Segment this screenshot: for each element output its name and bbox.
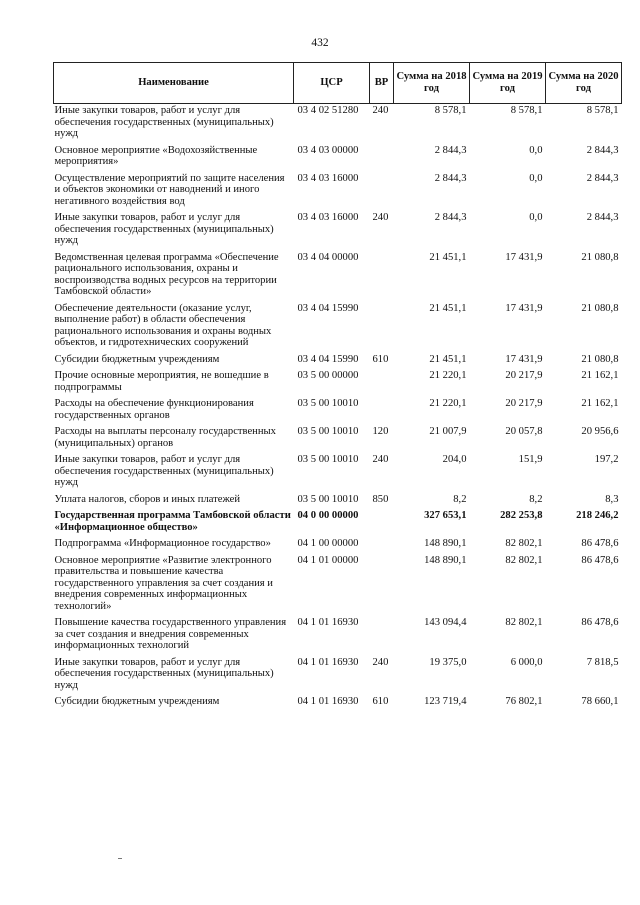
table-row: [54, 453, 622, 493]
page-number: 432: [311, 37, 329, 49]
cell-name: Ведомственная целевая программа «Обеспечение рационального использования, охраны и воспроизводства водных ресурсов на территории Тамбовской области»: [54, 251, 279, 297]
cell-csr: 04 1 01 16930: [297, 696, 359, 707]
cell-sum-2018: 123 719,4: [424, 696, 467, 707]
cell-name: Иные закупки товаров, работ и услуг для обеспечения государственных (муниципальных) нужд: [54, 105, 274, 139]
cell-sum-2018: 21 220,1: [429, 370, 467, 381]
cell-sum-2020: 8,3: [605, 493, 619, 505]
cell-vr: 850: [372, 493, 389, 505]
cell-sum-2018: 143 094,4: [424, 617, 467, 628]
table-row: [54, 554, 622, 617]
cell-sum-2018: 19 375,0: [429, 656, 467, 668]
cell-sum-2020: 21 080,8: [581, 302, 619, 314]
cell-vr: [370, 397, 394, 425]
cell-csr: 03 4 03 16000: [297, 172, 359, 184]
table-row: [54, 211, 622, 251]
cell-sum-2018: 148 890,1: [424, 554, 467, 566]
cell-name: Субсидии бюджетным учреждениям: [54, 353, 220, 365]
cell-vr: 240: [372, 212, 389, 223]
cell-sum-2018: 21 220,1: [429, 398, 467, 409]
cell-sum-2018: 8 578,1: [434, 105, 467, 116]
cell-name: Расходы на обеспечение функционирования государственных органов: [54, 398, 254, 421]
cell-sum-2019: 8 578,1: [510, 105, 543, 116]
header-sum-2020: Сумма на 2020 год: [546, 63, 622, 104]
table-header: [54, 63, 622, 104]
cell-vr: [370, 616, 394, 656]
cell-vr: [370, 509, 394, 537]
cell-vr: [370, 251, 394, 302]
cell-sum-2020: 78 660,1: [581, 696, 619, 707]
header-csr: ЦСР: [294, 63, 370, 104]
cell-sum-2019: 282 253,8: [500, 510, 543, 521]
cell-name: Иные закупки товаров, работ и услуг для обеспечения государственных (муниципальных) нужд: [54, 212, 274, 246]
cell-sum-2019: 17 431,9: [505, 353, 543, 365]
cell-vr: [370, 144, 394, 172]
cell-name: Повышение качества государственного управления за счет создания и внедрения современных информационных технологий: [54, 617, 287, 651]
cell-vr: 610: [372, 353, 389, 365]
cell-sum-2018: 327 653,1: [424, 510, 467, 521]
cell-name: Основное мероприятие «Развитие электронного правительства и повышение качества государственного управления за счет создания и внедрения современных информационных технологий»: [54, 554, 273, 612]
cell-sum-2020: 21 162,1: [581, 370, 619, 381]
cell-sum-2020: 218 246,2: [576, 510, 619, 521]
cell-csr: 03 4 03 00000: [297, 144, 359, 156]
cell-sum-2020: 21 080,8: [581, 353, 619, 365]
stray-mark: [118, 858, 122, 859]
cell-sum-2019: 20 217,9: [505, 398, 543, 409]
cell-vr: [370, 369, 394, 397]
cell-sum-2020: 2 844,3: [586, 212, 619, 223]
cell-sum-2020: 8 578,1: [586, 105, 619, 116]
header-name: Наименование: [54, 63, 294, 104]
cell-vr: 240: [372, 454, 389, 465]
cell-sum-2020: 86 478,6: [581, 554, 619, 566]
table-row: [54, 509, 622, 537]
table-row: [54, 537, 622, 554]
cell-vr: 120: [372, 426, 389, 437]
cell-sum-2020: 197,2: [594, 454, 619, 465]
cell-vr: 610: [372, 696, 389, 707]
cell-sum-2019: 82 802,1: [505, 554, 543, 566]
table-row: [54, 144, 622, 172]
cell-sum-2019: 17 431,9: [505, 302, 543, 314]
cell-csr: 03 4 03 16000: [297, 212, 359, 223]
cell-csr: 03 4 04 15990: [297, 353, 359, 365]
table-row: [54, 104, 622, 144]
cell-sum-2019: 8,2: [529, 493, 543, 505]
cell-csr: 04 1 00 00000: [297, 538, 359, 549]
cell-csr: 03 5 00 10010: [297, 454, 359, 465]
table-row: [54, 251, 622, 302]
cell-sum-2018: 2 844,3: [434, 212, 467, 223]
cell-sum-2019: 82 802,1: [505, 617, 543, 628]
cell-sum-2018: 2 844,3: [434, 172, 467, 184]
cell-name: Основное мероприятие «Водохозяйственные мероприятия»: [54, 144, 258, 167]
cell-csr: 03 5 00 10010: [297, 426, 359, 437]
cell-sum-2018: 21 007,9: [429, 426, 467, 437]
table-row: [54, 425, 622, 453]
cell-sum-2019: 151,9: [518, 454, 543, 465]
cell-name: Иные закупки товаров, работ и услуг для обеспечения государственных (муниципальных) нужд: [54, 656, 274, 691]
cell-name: Прочие основные мероприятия, не вошедшие в подпрограммы: [54, 370, 269, 393]
cell-sum-2020: 7 818,5: [586, 656, 619, 668]
header-vr: ВР: [370, 63, 394, 104]
cell-sum-2019: 0,0: [529, 172, 543, 184]
cell-vr: 240: [372, 656, 389, 668]
cell-sum-2020: 86 478,6: [581, 617, 619, 628]
cell-sum-2019: 6 000,0: [510, 656, 543, 668]
cell-sum-2018: 148 890,1: [424, 538, 467, 549]
cell-sum-2019: 20 057,8: [505, 426, 543, 437]
table-row: [54, 172, 622, 212]
cell-sum-2018: 8,2: [453, 493, 467, 505]
cell-name: Субсидии бюджетным учреждениям: [54, 696, 220, 707]
table-row: [54, 369, 622, 397]
table-row: [54, 397, 622, 425]
cell-csr: 03 5 00 10010: [297, 398, 359, 409]
cell-name: Иные закупки товаров, работ и услуг для обеспечения государственных (муниципальных) нужд: [54, 454, 274, 488]
table-row: [54, 353, 622, 370]
cell-vr: [370, 554, 394, 617]
cell-name: Осуществление мероприятий по защите населения и объектов экономики от наводнений и иного негативного воздействия вод: [54, 172, 285, 207]
cell-csr: 03 5 00 10010: [297, 493, 359, 505]
cell-csr: 04 1 01 00000: [297, 554, 359, 566]
cell-csr: 03 4 04 15990: [297, 302, 359, 314]
table-row: [54, 656, 622, 696]
table-row: [54, 302, 622, 353]
table-row: [54, 616, 622, 656]
cell-vr: [370, 172, 394, 212]
cell-sum-2020: 21 080,8: [581, 251, 619, 263]
cell-sum-2019: 0,0: [529, 144, 543, 156]
cell-vr: 240: [372, 105, 389, 116]
budget-table: [53, 62, 622, 712]
cell-sum-2020: 86 478,6: [581, 538, 619, 549]
cell-sum-2019: 82 802,1: [505, 538, 543, 549]
cell-name: Государственная программа Тамбовской области «Информационное общество»: [54, 510, 291, 533]
cell-vr: [370, 302, 394, 353]
cell-csr: 04 1 01 16930: [297, 656, 359, 668]
cell-sum-2020: 21 162,1: [581, 398, 619, 409]
cell-csr: 03 4 02 51280: [297, 105, 359, 116]
cell-sum-2018: 2 844,3: [434, 144, 467, 156]
cell-csr: 04 0 00 00000: [297, 510, 359, 521]
cell-csr: 03 5 00 00000: [297, 370, 359, 381]
cell-csr: 03 4 04 00000: [297, 251, 359, 263]
cell-sum-2019: 76 802,1: [505, 696, 543, 707]
cell-sum-2020: 20 956,6: [581, 426, 619, 437]
header-sum-2019: Сумма на 2019 год: [470, 63, 546, 104]
cell-sum-2020: 2 844,3: [586, 144, 619, 156]
table-row: [54, 493, 622, 510]
cell-sum-2019: 0,0: [529, 212, 543, 223]
cell-name: Обеспечение деятельности (оказание услуг, выполнение работ) в области обеспечения рационального использования и охраны водных объектов, и гидротехнических сооружений: [54, 302, 272, 348]
cell-csr: 04 1 01 16930: [297, 617, 359, 628]
cell-sum-2019: 17 431,9: [505, 251, 543, 263]
cell-vr: [370, 537, 394, 554]
cell-name: Подпрограмма «Информационное государство»: [54, 538, 271, 549]
cell-name: Уплата налогов, сборов и иных платежей: [54, 493, 241, 505]
cell-sum-2018: 21 451,1: [429, 353, 467, 365]
cell-sum-2018: 204,0: [442, 454, 467, 465]
header-sum-2018: Сумма на 2018 год: [394, 63, 470, 104]
cell-sum-2018: 21 451,1: [429, 251, 467, 263]
cell-sum-2020: 2 844,3: [586, 172, 619, 184]
cell-name: Расходы на выплаты персоналу государственных (муниципальных) органов: [54, 426, 276, 449]
cell-sum-2018: 21 451,1: [429, 302, 467, 314]
table-row: [54, 695, 622, 712]
cell-sum-2019: 20 217,9: [505, 370, 543, 381]
table-body: [54, 104, 622, 712]
